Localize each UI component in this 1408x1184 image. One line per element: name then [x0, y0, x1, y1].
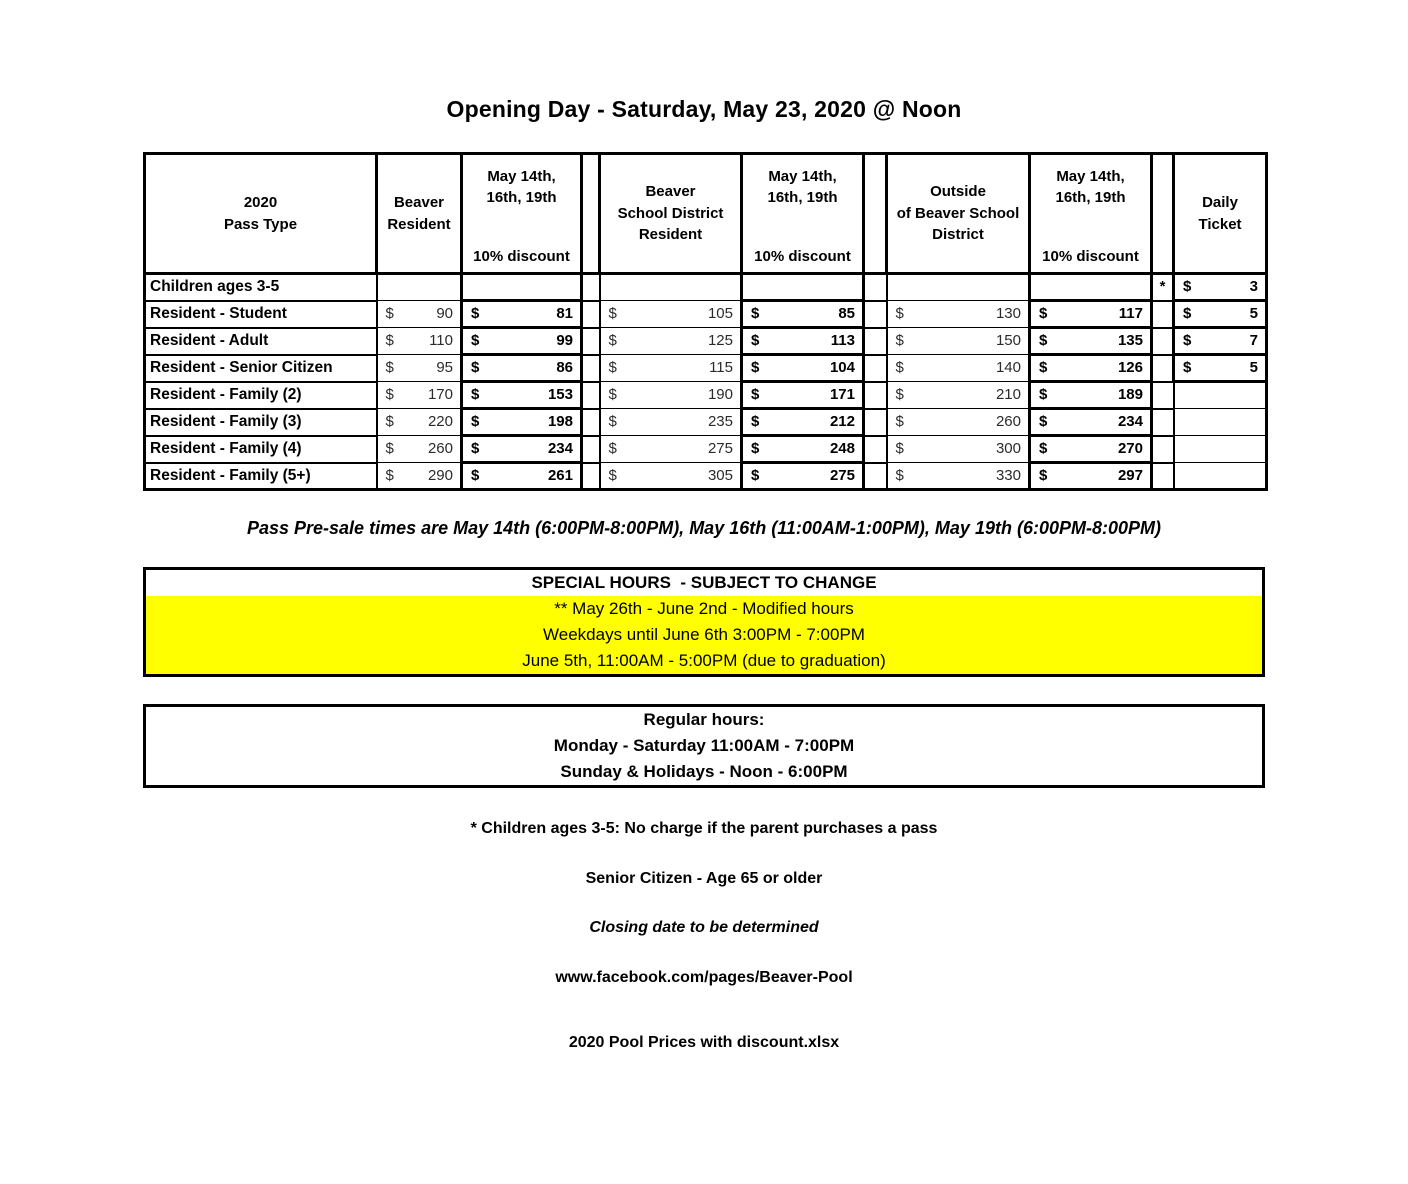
spacer-cell — [864, 463, 887, 490]
header-discount-2 — [742, 154, 864, 274]
note-closing-date: Closing date to be determined — [589, 919, 819, 936]
price-value: 81 — [556, 305, 573, 322]
price-value: 290 — [427, 466, 453, 484]
discount-price-cell — [742, 409, 864, 436]
footnote-star-cell: * — [1152, 274, 1174, 301]
price-cell — [377, 463, 462, 490]
dollar-sign: $ — [1039, 332, 1048, 349]
price-cell — [887, 382, 1030, 409]
price-value: 110 — [429, 332, 453, 349]
regular-hours-line: Sunday & Holidays - Noon - 6:00PM — [560, 762, 848, 781]
price-value: 260 — [427, 440, 453, 457]
discount-price-cell — [742, 355, 864, 382]
price-value: 85 — [838, 305, 855, 322]
discount-dates-line2: 16th, 19th — [767, 189, 838, 207]
spacer-cell — [864, 382, 887, 409]
header-discount-dates — [463, 166, 580, 210]
dollar-sign: $ — [385, 332, 394, 349]
dollar-sign: $ — [385, 413, 394, 430]
dollar-sign: $ — [471, 332, 480, 349]
daily-ticket-cell — [1174, 436, 1267, 463]
discount-price-cell — [1030, 355, 1152, 382]
pass-type-cell: Resident - Family (5+) — [145, 463, 377, 490]
spacer-cell — [864, 355, 887, 382]
special-hours-title: SPECIAL HOURS - SUBJECT TO CHANGE — [146, 570, 1262, 596]
price-value: 248 — [829, 440, 855, 457]
price-value: 270 — [1117, 440, 1143, 457]
discount-price-cell — [742, 436, 864, 463]
header-pass-type-year: 2020 — [243, 193, 278, 211]
spacer-cell — [582, 328, 600, 355]
dollar-sign: $ — [471, 359, 480, 376]
discount-price-cell — [1030, 382, 1152, 409]
spacer-cell — [864, 409, 887, 436]
pass-type-cell: Resident - Student — [145, 301, 377, 328]
dollar-sign: $ — [1039, 440, 1048, 457]
header-daily-line1: Daily — [1202, 193, 1238, 211]
header-pass-type-label: Pass Type — [223, 215, 298, 233]
dollar-sign: $ — [385, 386, 394, 403]
price-value: 190 — [707, 386, 733, 403]
header-school-district-resident — [600, 154, 742, 274]
pass-type-cell: Resident - Family (3) — [145, 409, 377, 436]
document-page — [143, 96, 1265, 1082]
price-value: 140 — [995, 359, 1021, 376]
dollar-sign: $ — [1039, 359, 1048, 376]
dollar-sign: $ — [471, 467, 480, 484]
discount-price-cell — [462, 436, 582, 463]
header-discount-3 — [1030, 154, 1152, 274]
header-discount-dates — [1031, 166, 1150, 210]
dollar-sign: $ — [608, 413, 617, 430]
discount-price-cell — [462, 328, 582, 355]
price-value: 130 — [995, 305, 1021, 322]
price-value: 220 — [427, 413, 453, 430]
price-value: 212 — [829, 413, 855, 430]
table-header-row — [145, 154, 1267, 274]
price-value: 95 — [436, 359, 453, 376]
pool-price-table — [143, 152, 1268, 491]
dollar-sign: $ — [608, 359, 617, 376]
header-bsd-line1: Beaver — [645, 182, 696, 200]
price-value: 171 — [829, 386, 855, 403]
price-cell — [887, 463, 1030, 490]
price-value: 7 — [1249, 332, 1258, 349]
price-cell — [887, 436, 1030, 463]
price-value: 170 — [427, 386, 453, 403]
pass-type-cell: Resident - Family (2) — [145, 382, 377, 409]
price-value: 99 — [556, 332, 573, 349]
header-daily-line2: Ticket — [1198, 215, 1242, 233]
header-spacer-1 — [582, 154, 600, 274]
dollar-sign: $ — [1183, 305, 1192, 322]
spacer-cell — [864, 301, 887, 328]
dollar-sign: $ — [385, 359, 394, 376]
price-cell — [600, 301, 742, 328]
price-value: 305 — [707, 466, 733, 484]
price-value: 297 — [1117, 467, 1143, 484]
special-hours-line: Weekdays until June 6th 3:00PM - 7:00PM — [543, 625, 865, 644]
daily-ticket-cell — [1174, 463, 1267, 490]
discount-dates-line1: May 14th, — [768, 167, 837, 185]
dollar-sign: $ — [1183, 359, 1192, 376]
price-value: 135 — [1117, 332, 1143, 349]
price-value: 115 — [709, 359, 733, 376]
pass-type-cell: Children ages 3-5 — [145, 274, 377, 301]
discount-price-cell — [1030, 274, 1152, 301]
price-cell — [377, 301, 462, 328]
page-title: Opening Day - Saturday, May 23, 2020 @ Noon — [446, 96, 962, 122]
footnote-star-cell — [1152, 355, 1174, 382]
dollar-sign: $ — [895, 305, 904, 322]
header-spacer-2 — [864, 154, 887, 274]
presale-note: Pass Pre-sale times are May 14th (6:00PM-8:00PM), May 16th (11:00AM-1:00PM), May 19th (6:00PM-8:00PM) — [246, 518, 1161, 538]
price-value: 117 — [1118, 305, 1143, 322]
daily-ticket-cell — [1174, 409, 1267, 436]
dollar-sign: $ — [751, 413, 760, 430]
discount-price-cell — [462, 382, 582, 409]
dollar-sign: $ — [1183, 278, 1192, 295]
discount-pct-label: 10% discount — [754, 247, 851, 265]
dollar-sign: $ — [608, 440, 617, 457]
header-beaver-resident — [377, 154, 462, 274]
price-value: 275 — [707, 440, 733, 457]
table-row — [145, 463, 1267, 490]
table-row — [145, 436, 1267, 463]
dollar-sign: $ — [751, 332, 760, 349]
dollar-sign: $ — [895, 440, 904, 457]
discount-price-cell — [1030, 301, 1152, 328]
spacer-cell — [582, 463, 600, 490]
spacer-cell — [582, 355, 600, 382]
price-value: 300 — [995, 440, 1021, 457]
discount-dates-line2: 16th, 19th — [486, 189, 557, 207]
price-cell — [887, 274, 1030, 301]
discount-price-cell — [1030, 436, 1152, 463]
header-outside-line3: District — [932, 226, 984, 244]
facebook-url: www.facebook.com/pages/Beaver-Pool — [555, 969, 853, 986]
discount-price-cell — [1030, 409, 1152, 436]
price-value: 105 — [707, 305, 733, 322]
spacer-cell — [582, 382, 600, 409]
price-value: 189 — [1117, 386, 1143, 403]
header-beaver-line1: Beaver — [393, 193, 445, 211]
table-row — [145, 274, 1267, 301]
price-value: 5 — [1249, 305, 1258, 322]
price-value: 235 — [707, 413, 733, 430]
dollar-sign: $ — [608, 386, 617, 403]
price-value: 234 — [1117, 413, 1143, 430]
header-pass-type — [145, 154, 377, 274]
price-value: 126 — [1117, 359, 1143, 376]
dollar-sign: $ — [1183, 332, 1192, 349]
price-cell — [600, 355, 742, 382]
discount-price-cell — [742, 463, 864, 490]
discount-price-cell — [742, 328, 864, 355]
price-value: 153 — [547, 386, 573, 403]
price-value: 90 — [436, 305, 453, 322]
special-hours-box — [143, 567, 1265, 677]
footnote-star-cell — [1152, 382, 1174, 409]
discount-pct-label: 10% discount — [1042, 247, 1139, 265]
price-value: 210 — [995, 386, 1021, 403]
dollar-sign: $ — [385, 440, 394, 457]
discount-price-cell — [462, 355, 582, 382]
price-value: 150 — [995, 332, 1021, 349]
header-bsd-line2: School District — [617, 204, 724, 222]
spacer-cell — [864, 436, 887, 463]
dollar-sign: $ — [471, 386, 480, 403]
price-value: 234 — [547, 440, 573, 457]
price-cell — [600, 436, 742, 463]
table-row — [145, 382, 1267, 409]
dollar-sign: $ — [895, 359, 904, 376]
dollar-sign: $ — [471, 413, 480, 430]
price-value: 5 — [1249, 359, 1258, 376]
header-bsd-line3: Resident — [638, 226, 703, 244]
table-row — [145, 301, 1267, 328]
spacer-cell — [864, 328, 887, 355]
table-row — [145, 409, 1267, 436]
pass-type-cell: Resident - Adult — [145, 328, 377, 355]
dollar-sign: $ — [895, 386, 904, 403]
dollar-sign: $ — [608, 466, 617, 484]
dollar-sign: $ — [895, 413, 904, 430]
spacer-cell — [582, 274, 600, 301]
footnote-star-cell — [1152, 328, 1174, 355]
price-cell — [887, 355, 1030, 382]
price-value: 330 — [995, 466, 1021, 484]
price-cell — [377, 274, 462, 301]
price-cell — [377, 409, 462, 436]
special-hours-line: ** May 26th - June 2nd - Modified hours — [554, 599, 854, 618]
discount-price-cell — [742, 382, 864, 409]
daily-ticket-cell — [1174, 355, 1267, 382]
daily-ticket-cell — [1174, 328, 1267, 355]
header-outside-district — [887, 154, 1030, 274]
discount-price-cell — [742, 274, 864, 301]
price-value: 275 — [829, 467, 855, 484]
table-row — [145, 355, 1267, 382]
footnote-star-cell — [1152, 301, 1174, 328]
dollar-sign: $ — [1039, 413, 1048, 430]
daily-ticket-cell — [1174, 301, 1267, 328]
header-beaver-line2: Resident — [387, 215, 451, 233]
discount-dates-line2: 16th, 19th — [1055, 189, 1126, 207]
source-filename: 2020 Pool Prices with discount.xlsx — [568, 1034, 840, 1051]
price-cell — [887, 409, 1030, 436]
spacer-cell — [582, 301, 600, 328]
price-cell — [377, 382, 462, 409]
dollar-sign: $ — [471, 440, 480, 457]
dollar-sign: $ — [751, 386, 760, 403]
discount-price-cell — [462, 409, 582, 436]
pass-type-cell: Resident - Senior Citizen — [145, 355, 377, 382]
spacer-cell — [582, 436, 600, 463]
table-row — [145, 328, 1267, 355]
dollar-sign: $ — [385, 305, 394, 322]
footnote-star-cell — [1152, 436, 1174, 463]
discount-price-cell — [1030, 328, 1152, 355]
dollar-sign: $ — [385, 466, 394, 484]
spacer-cell — [864, 274, 887, 301]
dollar-sign: $ — [751, 467, 760, 484]
header-daily-ticket — [1174, 154, 1267, 274]
discount-price-cell — [462, 301, 582, 328]
dollar-sign: $ — [751, 305, 760, 322]
regular-hours-box — [143, 704, 1265, 788]
price-cell — [600, 463, 742, 490]
price-cell — [600, 328, 742, 355]
dollar-sign: $ — [751, 440, 760, 457]
header-spacer-3 — [1152, 154, 1174, 274]
regular-hours-title: Regular hours: — [643, 710, 765, 729]
special-hours-line: June 5th, 11:00AM - 5:00PM (due to graduation) — [522, 651, 886, 670]
price-cell — [377, 328, 462, 355]
price-cell — [377, 355, 462, 382]
special-hours-highlight — [146, 596, 1262, 674]
discount-price-cell — [462, 463, 582, 490]
dollar-sign: $ — [751, 359, 760, 376]
regular-hours-line: Monday - Saturday 11:00AM - 7:00PM — [553, 736, 855, 755]
discount-price-cell — [742, 301, 864, 328]
price-value: 125 — [707, 332, 733, 349]
note-children-free: * Children ages 3-5: No charge if the parent purchases a pass — [470, 820, 938, 837]
price-value: 261 — [547, 467, 573, 484]
dollar-sign: $ — [895, 466, 904, 484]
discount-dates-line1: May 14th, — [1056, 167, 1125, 185]
header-outside-line2: of Beaver School — [896, 204, 1020, 222]
price-table-body — [145, 274, 1267, 490]
price-value: 260 — [995, 413, 1021, 430]
daily-ticket-cell — [1174, 382, 1267, 409]
discount-dates-line1: May 14th, — [487, 167, 556, 185]
note-senior-age: Senior Citizen - Age 65 or older — [585, 870, 823, 887]
price-value: 198 — [547, 413, 573, 430]
pass-type-cell: Resident - Family (4) — [145, 436, 377, 463]
dollar-sign: $ — [608, 332, 617, 349]
dollar-sign: $ — [608, 305, 617, 322]
daily-ticket-cell — [1174, 274, 1267, 301]
discount-pct-label: 10% discount — [473, 247, 570, 265]
footnote-star-cell — [1152, 463, 1174, 490]
dollar-sign: $ — [895, 332, 904, 349]
dollar-sign: $ — [471, 305, 480, 322]
dollar-sign: $ — [1039, 386, 1048, 403]
price-value: 86 — [556, 359, 573, 376]
price-cell — [887, 301, 1030, 328]
price-cell — [600, 409, 742, 436]
header-outside-line1: Outside — [930, 182, 986, 200]
header-discount-1 — [462, 154, 582, 274]
price-value: 104 — [829, 359, 855, 376]
price-cell — [887, 328, 1030, 355]
header-discount-dates — [743, 166, 862, 210]
price-cell — [377, 436, 462, 463]
discount-price-cell — [1030, 463, 1152, 490]
spacer-cell — [582, 409, 600, 436]
price-value: 3 — [1249, 278, 1258, 295]
price-value: 113 — [830, 332, 855, 349]
dollar-sign: $ — [1039, 467, 1048, 484]
discount-price-cell — [462, 274, 582, 301]
dollar-sign: $ — [1039, 305, 1048, 322]
price-cell — [600, 274, 742, 301]
footnote-star-cell — [1152, 409, 1174, 436]
price-cell — [600, 382, 742, 409]
